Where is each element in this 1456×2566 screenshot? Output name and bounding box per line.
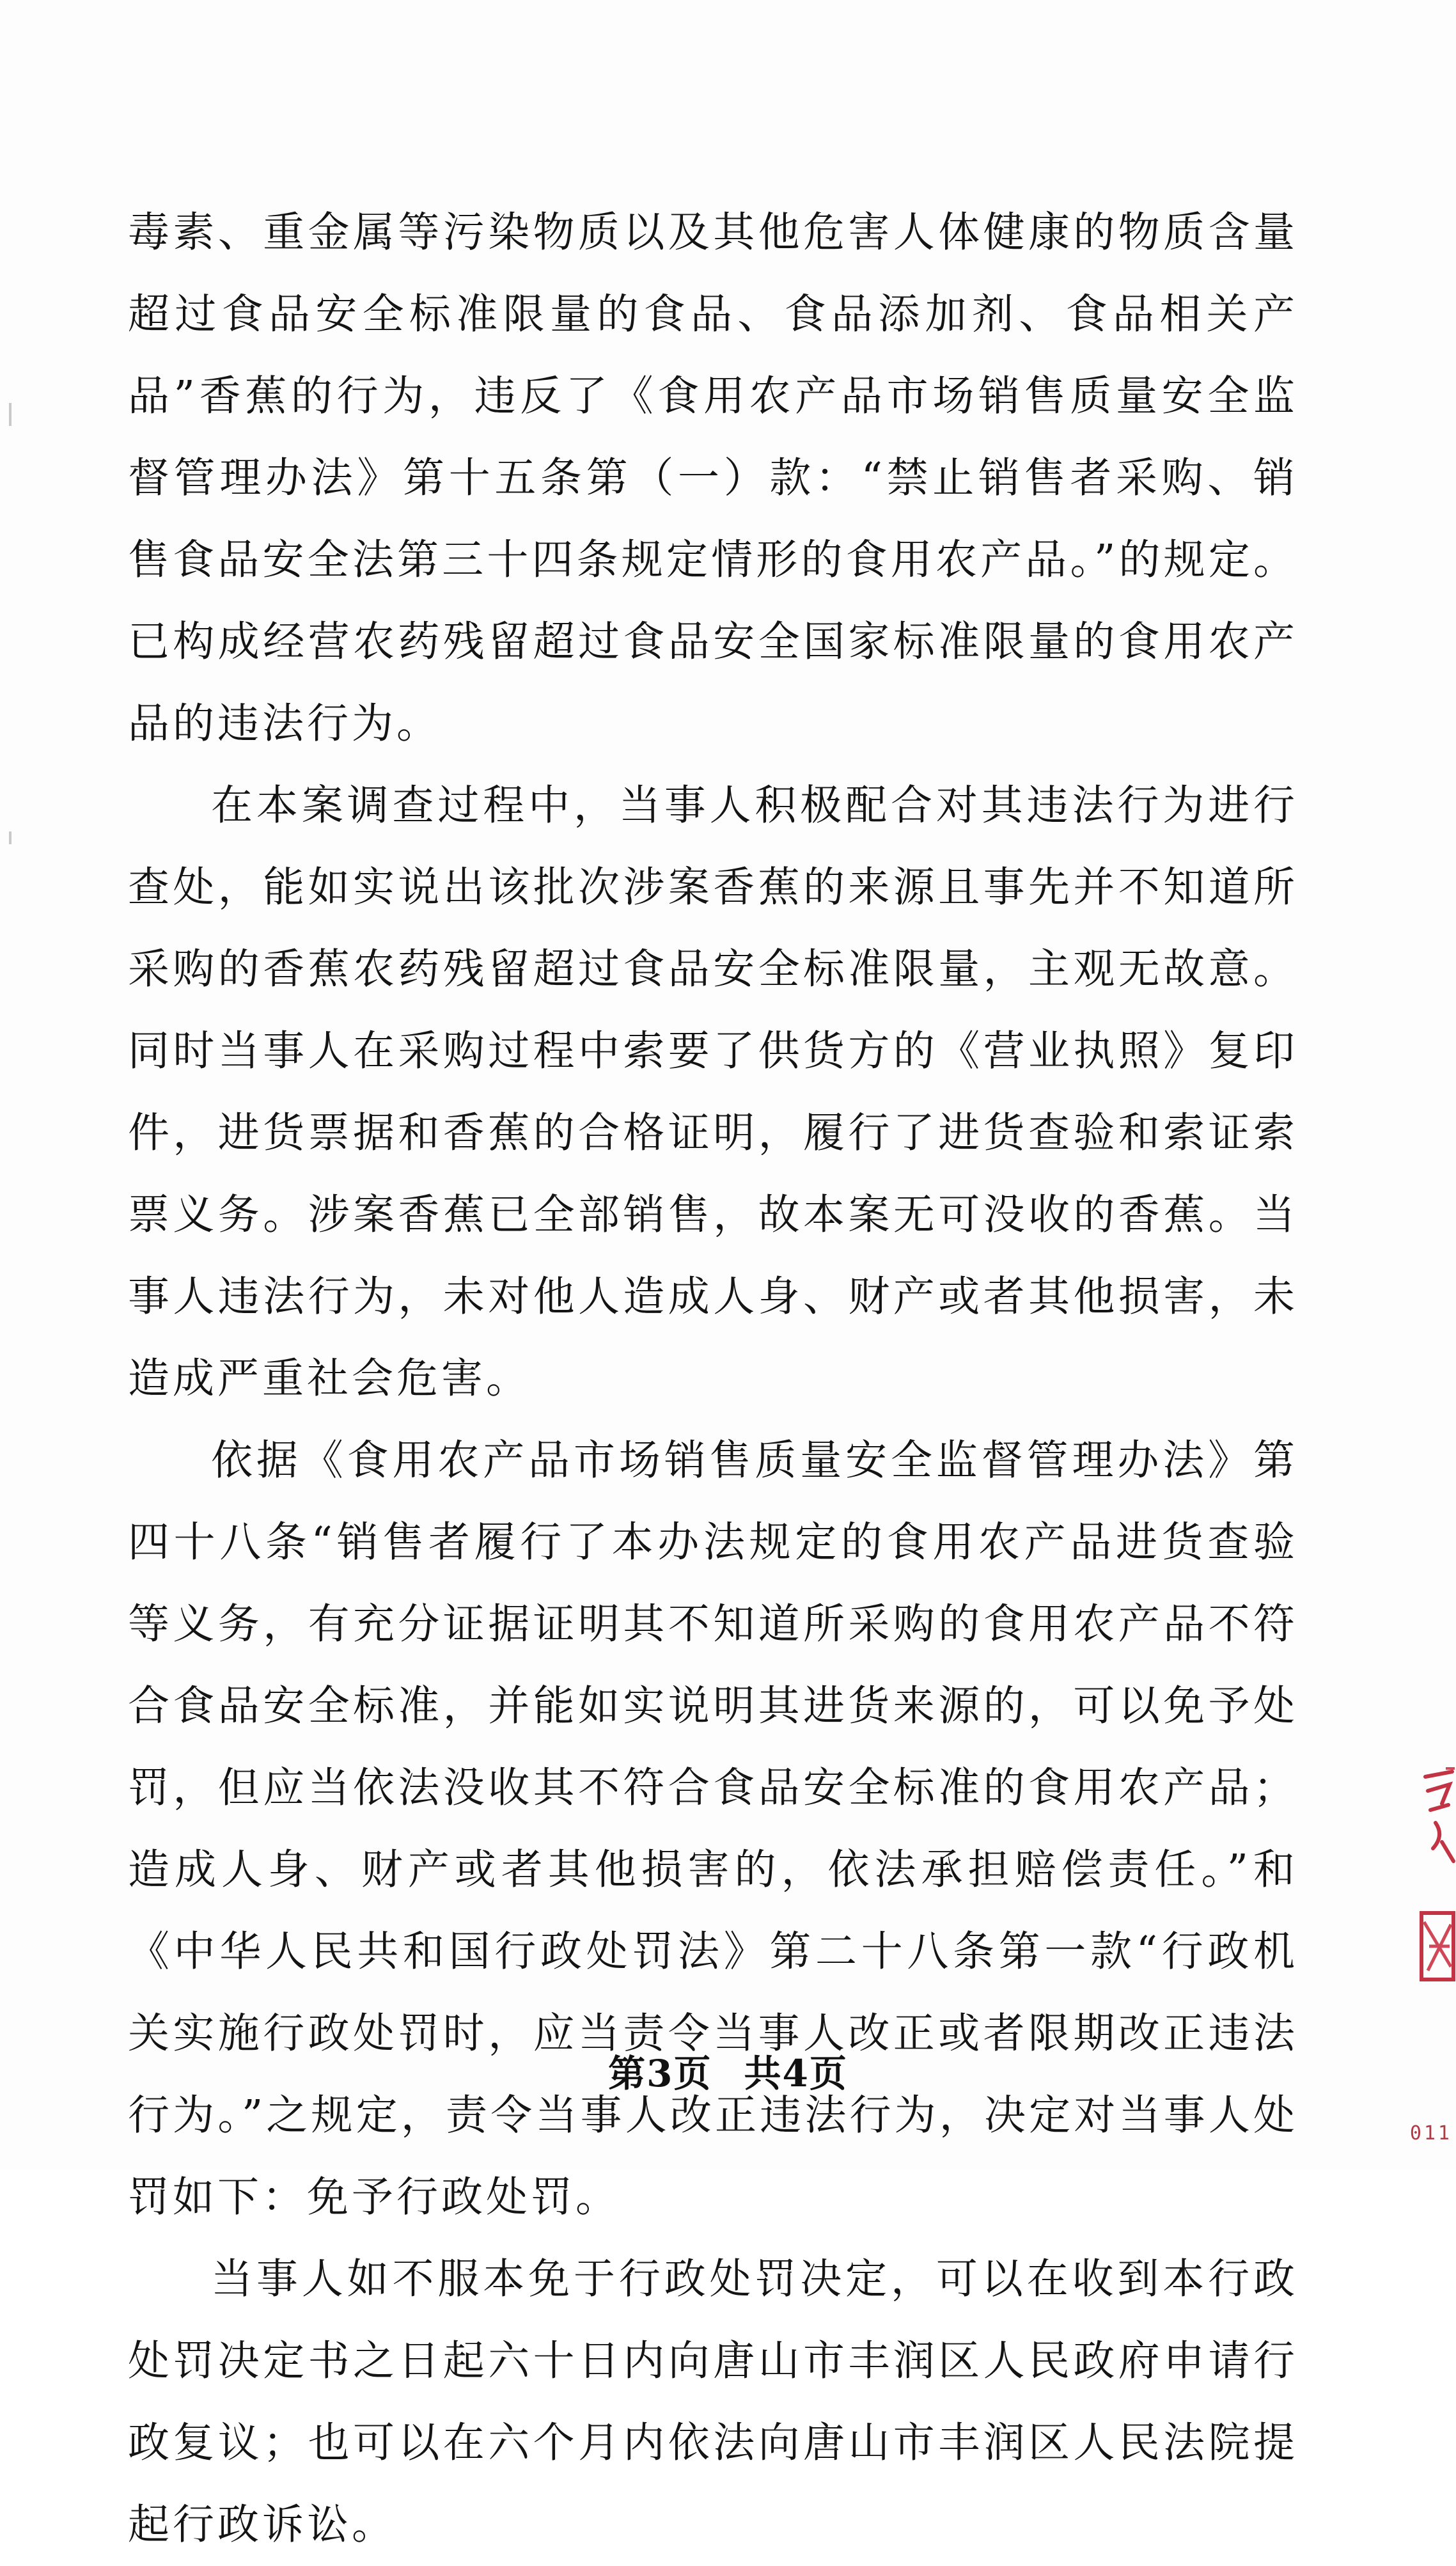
page-number: 第3页 [608, 2052, 712, 2095]
page-footer [0, 2043, 1456, 2097]
binding-mark [9, 831, 12, 844]
paragraph-appeal-rights: 当事人如不服本免于行政处罚决定，可以在收到本行政处罚决定书之日起六十日内向唐山市丰润区人民政府申请行政复议；也可以在六个月内依法向唐山市丰润区人民法院提起行政诉讼。 [128, 2255, 1298, 2549]
seal-fragment-lower [1416, 1909, 1456, 1986]
binding-mark [9, 403, 12, 426]
seal-fragment-upper [1416, 1765, 1456, 1874]
paragraph-legal-basis: 依据《食用农产品市场销售质量安全监督管理办法》第四十八条“销售者履行了本办法规定的食用农产品进货查验等义务，有充分证据证明其不知道所采购的食用农产品不符合食品安全标准，并能如实说明其进货来源的，可以免予处罚，但应当依法没收其不符合食品安全标准的食用农产品；造成人身、财产或者其他损害的，依法承担赔偿责任。”和《中华人民共和国行政处罚法》第二十八条第一款“行政机关实施行政处罚时，应当责令当事人改正或者限期改正违法行为。”之规定，责令当事人改正违法行为，决定对当事人处罚如下：免予行政处罚。 [128, 1436, 1298, 2221]
paragraph-investigation: 在本案调查过程中，当事人积极配合对其违法行为进行查处，能如实说出该批次涉案香蕉的来源且事先并不知道所采购的香蕉农药残留超过食品安全标准限量，主观无故意。同时当事人在采购过程中索要了供货方的《营业执照》复印件，进货票据和香蕉的合格证明，履行了进货查验和索证索票义务。涉案香蕉已全部销售，故本案无可没收的香蕉。当事人违法行为，未对他人造成人身、财产或者其他损害，未造成严重社会危害。 [128, 782, 1298, 1403]
margin-stamp-number: 011 [1409, 2122, 1452, 2145]
page-total: 共4页 [744, 2052, 848, 2095]
paragraph-continuation: 毒素、重金属等污染物质以及其他危害人体健康的物质含量超过食品安全标准限量的食品、食品添加剂、食品相关产品”香蕉的行为，违反了《食用农产品市场销售质量安全监督管理办法》第十五条第（一）款：“禁止销售者采购、销售食品安全法第三十四条规定情形的食用农产品。”的规定。已构成经营农药残留超过食品安全国家标准限量的食用农产品的违法行为。 [128, 209, 1298, 748]
document-body [128, 192, 1298, 2566]
